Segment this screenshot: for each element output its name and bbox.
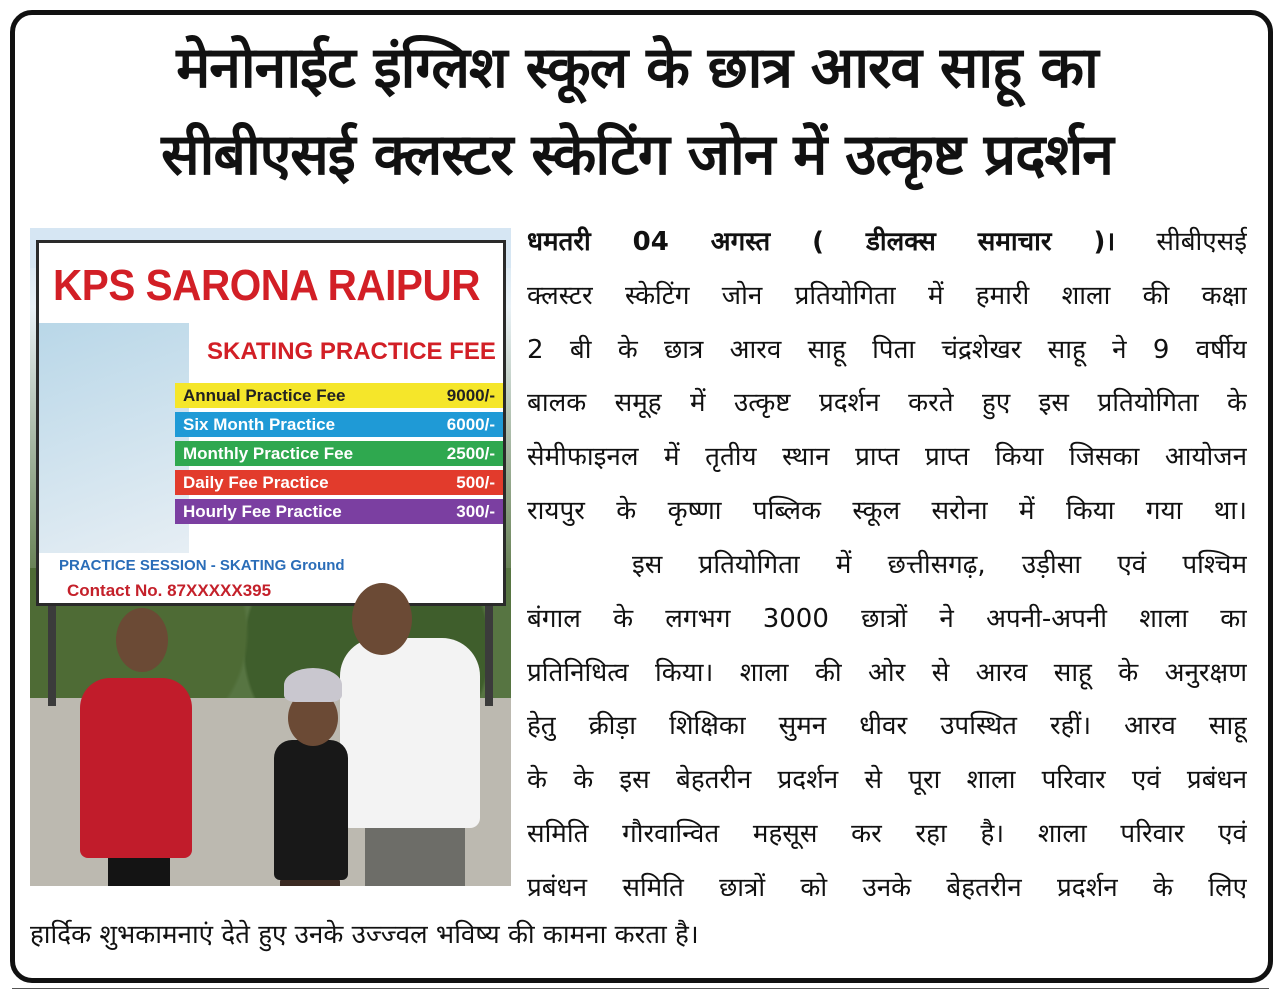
article-paragraph-2 bbox=[527, 539, 1247, 916]
article-line: के के इस बेहतरीन प्रदर्शन से पूरा शाला परिवार एवं प्रबंधन bbox=[527, 765, 1247, 796]
fee-amount: 9000/- bbox=[446, 386, 495, 405]
article-line: बंगाल के लगभग 3000 छात्रों ने अपनी-अपनी शाला का bbox=[527, 603, 1247, 634]
fee-amount: 2500/- bbox=[446, 444, 495, 463]
article-line: सेमीफाइनल में तृतीय स्थान प्राप्त प्राप्त किया जिसका आयोजन bbox=[527, 442, 1247, 473]
board-post-right bbox=[485, 606, 493, 706]
article-line: प्रतिनिधित्व किया। शाला की ओर से आरव साहू के अनुरक्षण bbox=[527, 657, 1247, 688]
article-line-text: सीबीएसई bbox=[1115, 227, 1247, 257]
man-figure-legs bbox=[365, 818, 465, 886]
fee-row bbox=[175, 441, 503, 466]
headline-line-2: सीबीएसई क्लस्टर स्केटिंग जोन में उत्कृष्ट प्रदर्शन bbox=[161, 122, 1113, 188]
fee-row bbox=[175, 383, 503, 408]
news-photo bbox=[30, 228, 511, 886]
child-figure-suit bbox=[274, 740, 348, 880]
fee-name: Annual Practice Fee bbox=[183, 386, 346, 405]
woman-figure-head bbox=[116, 608, 168, 672]
man-figure-head bbox=[352, 583, 412, 655]
board-post-left bbox=[48, 606, 56, 706]
fee-amount: 6000/- bbox=[446, 415, 495, 434]
fee-name: Daily Fee Practice bbox=[183, 473, 329, 492]
article-line bbox=[527, 216, 1247, 270]
bottom-rule bbox=[12, 988, 1269, 989]
board-skater-illustration bbox=[39, 323, 189, 553]
article-final-line: हार्दिक शुभकामनाएं देते हुए उनके उज्ज्वल भविष्य की कामना करता है। bbox=[30, 920, 699, 950]
headline-line-1: मेनोनाईट इंग्लिश स्कूल के छात्र आरव साहू का bbox=[176, 35, 1098, 101]
board-footer-line: PRACTICE SESSION - SKATING Ground bbox=[59, 557, 345, 574]
article-line: 2 बी के छात्र आरव साहू पिता चंद्रशेखर साहू ने 9 वर्षीय bbox=[527, 334, 1247, 365]
article-line: समिति गौरवान्वित महसूस कर रहा है। शाला परिवार एवं bbox=[527, 818, 1247, 849]
fee-name: Six Month Practice bbox=[183, 415, 336, 434]
article-line: बालक समूह में उत्कृष्ट प्रदर्शन करते हुए इस प्रतियोगिता के bbox=[527, 388, 1247, 419]
fee-row bbox=[175, 412, 503, 437]
article-line: प्रबंधन समिति छात्रों को उनके बेहतरीन प्रदर्शन के लिए bbox=[527, 872, 1247, 903]
fee-signboard bbox=[36, 240, 506, 606]
fee-amount: 500/- bbox=[456, 473, 495, 492]
fee-row bbox=[175, 499, 503, 524]
article-line: हेतु क्रीड़ा शिक्षिका सुमन धीवर उपस्थित रहीं। आरव साहू bbox=[527, 711, 1247, 742]
board-subtitle: SKATING PRACTICE FEE bbox=[207, 338, 496, 365]
article-dateline: धमतरी 04 अगस्त ( डीलक्स समाचार )। bbox=[527, 227, 1116, 257]
board-contact-line: Contact No. 87XXXXX395 bbox=[67, 581, 272, 600]
fee-row bbox=[175, 470, 503, 495]
board-title: KPS SARONA RAIPUR bbox=[53, 261, 481, 310]
woman-figure-jacket bbox=[80, 678, 192, 858]
article-line: क्लस्टर स्केटिंग जोन प्रतियोगिता में हमारी शाला की कक्षा bbox=[527, 280, 1247, 311]
child-figure-helmet bbox=[284, 668, 342, 702]
fee-name: Hourly Fee Practice bbox=[183, 502, 342, 521]
article-line: इस प्रतियोगिता में छत्तीसगढ़, उड़ीसा एवं पश्चिम bbox=[632, 550, 1247, 580]
article-line: रायपुर के कृष्णा पब्लिक स्कूल सरोना में किया गया था। bbox=[527, 495, 1247, 526]
fee-amount: 300/- bbox=[456, 502, 495, 521]
fee-name: Monthly Practice Fee bbox=[183, 444, 354, 463]
article-paragraph-1 bbox=[527, 216, 1247, 539]
man-figure-sweater bbox=[340, 638, 480, 828]
